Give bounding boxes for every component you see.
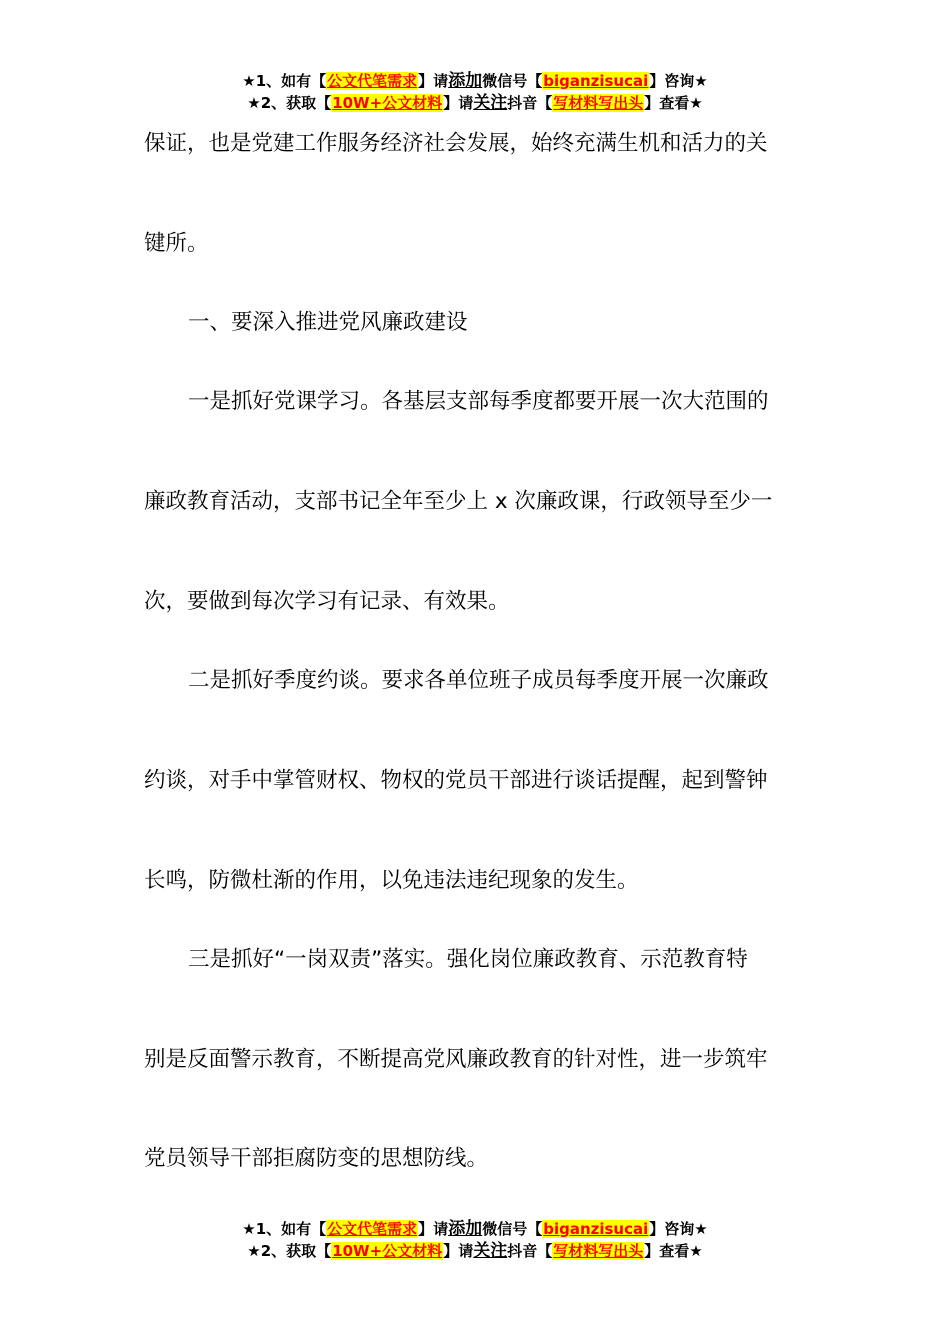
- banner-text: 】查看★: [644, 1242, 703, 1260]
- banner-highlight: 公文代笔需求: [327, 72, 418, 90]
- header-banner: [0, 70, 950, 114]
- body-line: 三是抓好“一岗双责”落实。强化岗位廉政教育、示范教育特: [188, 947, 748, 972]
- banner-emphasis: 添加: [448, 71, 483, 91]
- banner-highlight: 公文代笔需求: [327, 1220, 418, 1238]
- banner-emphasis: 关注: [473, 93, 508, 113]
- banner-highlight: 写材料写出头: [553, 94, 644, 112]
- banner-highlight: 写材料写出头: [553, 1242, 644, 1260]
- body-line: 党员领导干部拒腐防变的思想防线。: [144, 1146, 489, 1171]
- banner-text: 抖音【: [507, 1242, 553, 1260]
- body-line: 次，要做到每次学习有记录、有效果。: [144, 589, 510, 614]
- banner-text: ★1、如有【: [242, 1220, 327, 1238]
- body-line: 一是抓好党课学习。各基层支部每季度都要开展一次大范围的: [188, 389, 769, 414]
- banner-text: 】请: [443, 94, 474, 112]
- banner-text: ★2、获取【: [247, 1242, 332, 1260]
- body-line: 约谈，对手中掌管财权、物权的党员干部进行谈话提醒，起到警钟: [144, 768, 768, 793]
- body-line: 廉政教育活动，支部书记全年至少上 x 次廉政课，行政领导至少一: [144, 489, 773, 514]
- body-line: 键所。: [144, 231, 209, 256]
- banner-text: 】请: [418, 1220, 449, 1238]
- banner-text: ★1、如有【: [242, 72, 327, 90]
- banner-line-1: [0, 1218, 950, 1240]
- body-line: 别是反面警示教育，不断提高党风廉政教育的针对性，进一步筑牢: [144, 1047, 768, 1072]
- banner-highlight: biganzisucai: [543, 1220, 649, 1238]
- body-line: 长鸣，防微杜渐的作用，以免违法违纪现象的发生。: [144, 868, 639, 893]
- banner-text: 】请: [418, 72, 449, 90]
- banner-text: 】请: [443, 1242, 474, 1260]
- banner-text: ★2、获取【: [247, 94, 332, 112]
- banner-highlight: 10W+公文材料: [332, 1242, 443, 1260]
- banner-highlight: 10W+公文材料: [332, 94, 443, 112]
- banner-emphasis: 关注: [473, 1241, 508, 1261]
- banner-highlight: biganzisucai: [543, 72, 649, 90]
- footer-banner: [0, 1218, 950, 1262]
- section-heading: 一、要深入推进党风廉政建设: [188, 310, 468, 335]
- banner-emphasis: 添加: [448, 1219, 483, 1239]
- banner-line-2: [0, 92, 950, 114]
- banner-text: 微信号【: [482, 1220, 543, 1238]
- banner-text: 】咨询★: [649, 72, 708, 90]
- body-line: 保证，也是党建工作服务经济社会发展，始终充满生机和活力的关: [144, 131, 768, 156]
- banner-text: 】咨询★: [649, 1220, 708, 1238]
- banner-text: 】查看★: [644, 94, 703, 112]
- body-line: 二是抓好季度约谈。要求各单位班子成员每季度开展一次廉政: [188, 668, 769, 693]
- banner-text: 微信号【: [482, 72, 543, 90]
- banner-text: 抖音【: [507, 94, 553, 112]
- banner-line-2: [0, 1240, 950, 1262]
- banner-line-1: [0, 70, 950, 92]
